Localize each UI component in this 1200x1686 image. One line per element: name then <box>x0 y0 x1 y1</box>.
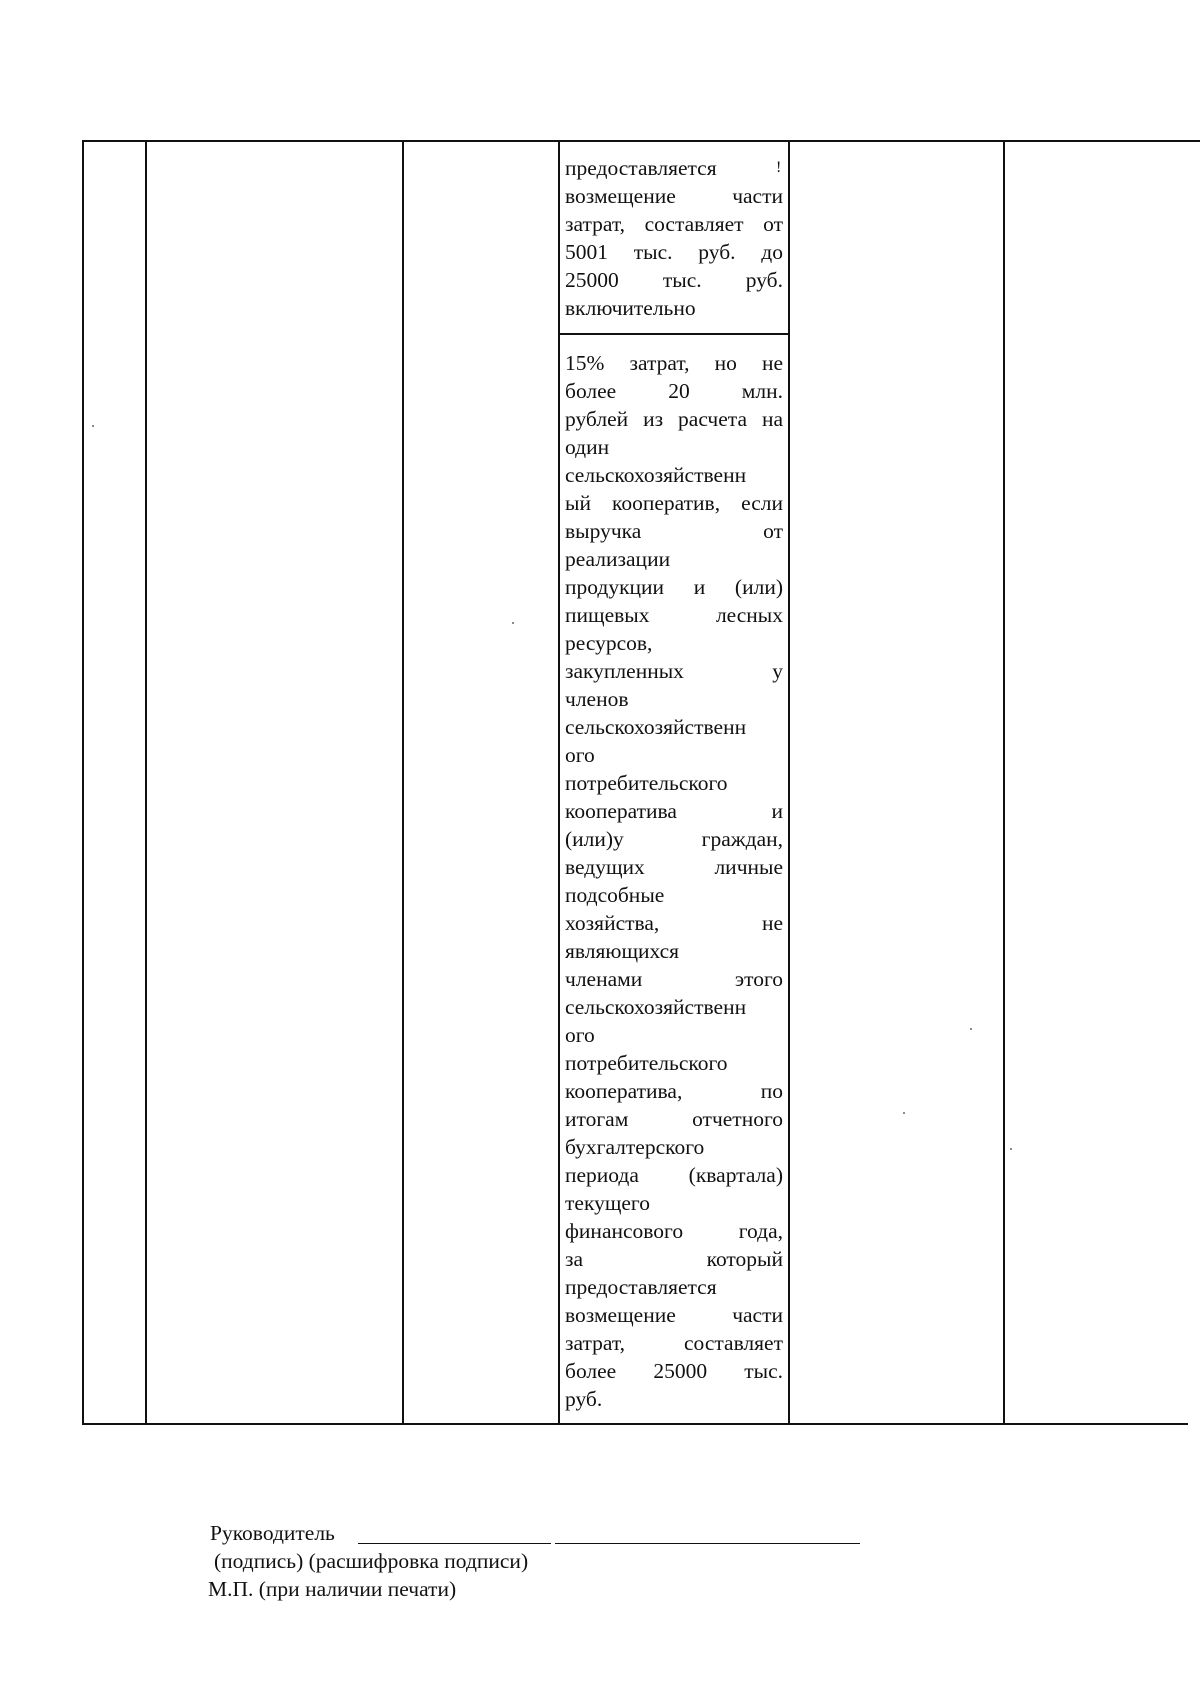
text-line: возмещение части <box>565 184 783 208</box>
text-line: членами этого <box>565 967 783 991</box>
signature-line <box>358 1543 551 1544</box>
text-line: ого <box>565 743 595 767</box>
text-line: сельскохозяйственн <box>565 995 747 1019</box>
text-line: ого <box>565 1023 595 1047</box>
text-line: пищевых лесных <box>565 603 783 627</box>
signature-caption: (подпись) (расшифровка подписи) <box>214 1549 529 1573</box>
text-line: закупленных у <box>565 659 783 683</box>
text-line: хозяйства, не <box>565 911 783 935</box>
text-line: бухгалтерского <box>565 1135 705 1159</box>
cell-upper-text <box>565 154 783 322</box>
text-line: сельскохозяйственн <box>565 463 747 487</box>
text-line: подсобные <box>565 883 665 907</box>
text-line: потребительского <box>565 771 728 795</box>
text-line: ый кооператив, если <box>565 491 783 515</box>
text-line: текущего <box>565 1191 650 1215</box>
text-line: за который <box>565 1247 783 1271</box>
text-line: один <box>565 435 610 459</box>
text-line: выручка от <box>565 519 783 543</box>
text-line: рублей из расчета на <box>565 407 783 431</box>
head-label: Руководитель <box>210 1521 335 1545</box>
text-line: возмещение части <box>565 1303 783 1327</box>
scan-speck <box>1010 1148 1012 1150</box>
table-col-border-3 <box>402 140 404 1425</box>
scan-speck <box>903 1112 905 1114</box>
text-line: 15% затрат, но не <box>565 351 783 375</box>
table-col-border-6 <box>1003 140 1005 1425</box>
text-line: кооператива и <box>565 799 783 823</box>
text-line: (или)у граждан, <box>565 827 783 851</box>
table-top-border <box>82 140 1200 142</box>
exclamation-mark: ! <box>776 159 782 176</box>
text-line: 5001 тыс. руб. до <box>565 240 783 264</box>
text-line: 25000 тыс. руб. <box>565 268 783 292</box>
text-line: являющихся <box>565 939 680 963</box>
text-line: членов <box>565 687 629 711</box>
text-line: реализации <box>565 547 671 571</box>
text-line: ресурсов, <box>565 631 653 655</box>
table-col-border-2 <box>145 140 147 1425</box>
table-col-border-1 <box>82 140 84 1425</box>
text-line: более 25000 тыс. <box>565 1359 783 1383</box>
text-line: потребительского <box>565 1051 728 1075</box>
text-line: более 20 млн. <box>565 379 783 403</box>
text-line: продукции и (или) <box>565 575 783 599</box>
text-line: включительно <box>565 296 696 320</box>
scan-speck <box>512 622 514 624</box>
text-line: затрат, составляет от <box>565 212 783 236</box>
text-line: сельскохозяйственн <box>565 715 747 739</box>
text-line: кооператива, по <box>565 1079 783 1103</box>
signature-decoding-line <box>555 1543 860 1544</box>
text-line: ведущих личные <box>565 855 783 879</box>
scan-speck <box>970 1028 972 1030</box>
scan-speck <box>92 425 94 427</box>
text-line: руб. <box>565 1387 603 1411</box>
text-line: периода (квартала) <box>565 1163 783 1187</box>
cell-lower-text <box>565 349 783 1413</box>
cell-row-divider <box>558 333 790 335</box>
table-bottom-border <box>82 1423 1188 1425</box>
text-line: предоставляется <box>565 1275 717 1299</box>
text-line: итогам отчетного <box>565 1107 783 1131</box>
text-line: финансового года, <box>565 1219 783 1243</box>
text-line: предоставляется <box>565 156 717 180</box>
seal-note: М.П. (при наличии печати) <box>208 1577 457 1601</box>
text-line: затрат, составляет <box>565 1331 783 1355</box>
